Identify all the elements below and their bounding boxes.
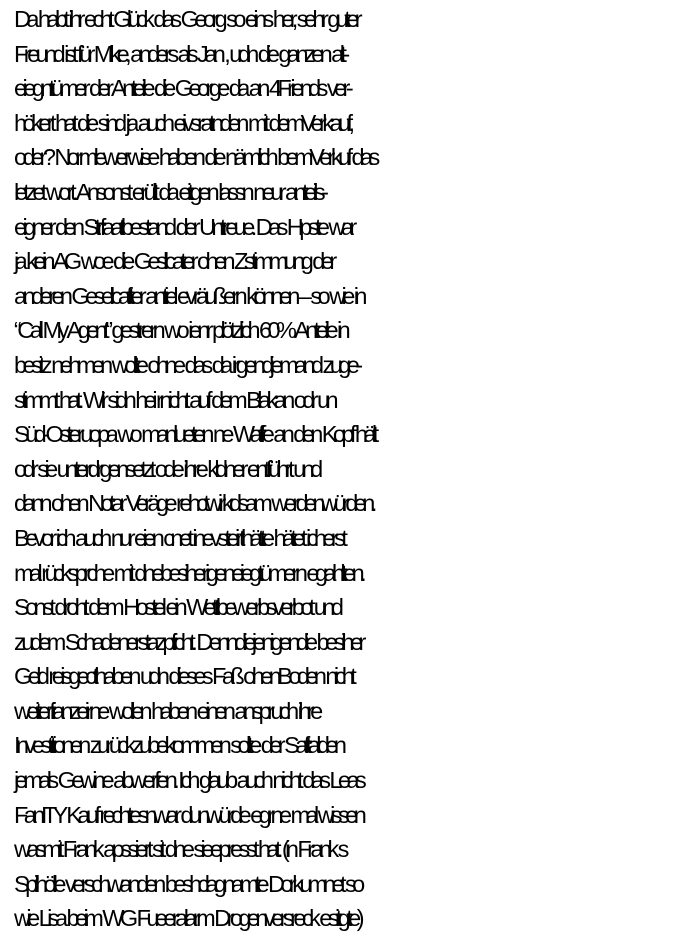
text-line: besitz nehmen wollte ohne das da irgendjemand zuge- <box>14 351 359 378</box>
text-line: Geld reisgecthaben udn dieses Faß ohenBoden nicht <box>14 663 353 690</box>
text-line: Süd-Osteruopa wo manlueten ne Waffe an den Kopf hält <box>14 421 375 448</box>
text-line: jemals Gewine abwerfen. Ich glaub auch nicht das Leas <box>14 767 363 794</box>
text-line: eigner den Strfaatbestand der Untreue. Das Hpste war <box>14 213 353 240</box>
text-line: wasmit Frank apssiert sit dne sieepresst hat. (in Frank s <box>14 836 345 863</box>
text-line: zudem Schadenerstazpficht. Denndiejenigendie besiher <box>14 628 362 655</box>
text-line: Sonst droht dem Hostel ein Wettbewerbsverbot und <box>14 594 340 621</box>
text-line: Spilhölle verschwanden beshclagnamte Dorkumnet so <box>14 870 361 897</box>
text-line: FanITY Kauf rechtesnwar dunwürde egrne mal wissen <box>14 801 363 828</box>
text-line: odr sie unterdrgensetzt ode ihre kldner entführt und <box>14 455 319 482</box>
text-line: “Call My Agent” gestrern wo ienr plötzlich 60% Anteile in <box>14 317 347 344</box>
text-line: Bevor ich auch nur eien cnet inevsteirthätte hätet icherst <box>14 524 344 551</box>
text-line: oder? Normlewerwise haben die nämlich bemVerkuf das <box>14 144 376 171</box>
text-line: anderen Gesellcafter antiel evräußern können – so wie in <box>14 282 363 309</box>
text-line: dann ohen Notar Veräge rehctwirkdsam werdenwürden. <box>14 490 373 517</box>
text-line: wie Lisa beim WG Fueeralarm Drogenversreck esitgte) <box>14 905 360 932</box>
text-line: mal rücksprche mit dnebesiherigeneiegtümern egahlten. <box>14 559 363 586</box>
text-line: hökert hat die sind ja auch eivsratnden mit demVerkauf, <box>14 109 351 136</box>
text-line: eiegntümer der Anteile die George da an 4Friends ver- <box>14 75 350 102</box>
text-line: stimmt hat. Wir sidn hei rnicht auf dem Blakan odr un <box>14 386 335 413</box>
text-line: letzet wort. Ansonst erüllt da eitgen lassn neur anteils- <box>14 178 325 205</box>
text-line: ja kein AG woe die Gesllcater ohen Zstimmung der <box>14 248 333 275</box>
text-line: Investitionen zurückzubekommen sollte der Saftalden <box>14 732 343 759</box>
text-line: weiterfianzeirne wollen haben einen anspruch ihre <box>14 697 319 724</box>
body-text <box>14 2 684 936</box>
text-line: Freund ist für Mike, anders als Jan , udn die ganzen alt- <box>14 40 346 67</box>
text-line: Da habt ihr echt Glück das Georg so eins her, sehr guter <box>14 6 359 32</box>
